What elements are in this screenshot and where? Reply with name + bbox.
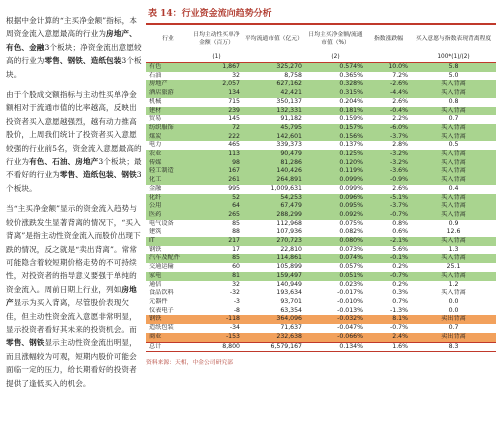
index-change-cell: -2.6% <box>366 80 411 89</box>
table-row <box>146 254 496 263</box>
ratio-cell: 0.023% <box>339 280 363 288</box>
sector-cell: 建材 <box>146 107 190 116</box>
divergence-cell: 0.4 <box>448 184 459 192</box>
divergence-cell: 买入背离 <box>411 176 496 185</box>
index-change-cell: -3.2% <box>366 159 411 168</box>
paragraph-text: 根据中金计算的“主买净金额”指标，本周资金流入意愿最高的行业为 <box>6 16 138 39</box>
col-header: 平均流通市值（亿元） <box>245 35 303 42</box>
float-cap-cell: 105,899 <box>276 263 302 271</box>
sector-cell: 仪表电子 <box>149 306 174 314</box>
sector-cell: 总计 <box>146 342 190 352</box>
float-cap-cell: 90,479 <box>243 150 305 159</box>
sector-cell: 金融 <box>149 184 162 192</box>
ratio-cell: 0.120% <box>305 159 366 168</box>
ratio-cell: 0.328% <box>305 80 366 89</box>
float-cap-cell: 6,579,167 <box>243 342 305 352</box>
table-row <box>146 141 496 150</box>
net-buy-cell: 17 <box>232 245 240 253</box>
index-change-cell: -5.1% <box>366 194 411 203</box>
table-row <box>146 272 496 281</box>
col-subheader: (2) <box>305 53 366 63</box>
float-cap-cell: 71,637 <box>280 324 302 332</box>
sector-cell: 农业 <box>146 150 190 159</box>
paragraph-text: 当“主买净金额”显示的资金流入趋势与较价涨跌发生显著背离的情况下，“买入背离”是指主动性资金流入而股价出现下跌的情况，反之就是“卖出背离”。常常可能隐含着较短期价格走势的不可持续性，对投资者的指导意义要强于单纯的资金流入。周前日期上行业，列如 <box>6 204 141 294</box>
divergence-cell: 0.7 <box>448 324 459 332</box>
float-cap-cell: 67,479 <box>243 202 305 211</box>
divergence-cell: 买入背离 <box>411 167 496 176</box>
divergence-cell: 卖出背离 <box>411 315 496 324</box>
index-change-cell: -0.9% <box>366 176 411 185</box>
index-change-cell: 8.1% <box>366 315 411 324</box>
ratio-cell: 0.315% <box>305 89 366 98</box>
index-change-cell: -0.7% <box>366 211 411 220</box>
divergence-cell: 买入背离 <box>411 272 496 281</box>
ratio-cell: -0.066% <box>305 333 366 342</box>
float-cap-cell: 107,936 <box>276 228 302 236</box>
commentary-paragraph <box>6 14 142 81</box>
table-row <box>146 281 496 290</box>
float-cap-cell: 142,601 <box>243 133 305 142</box>
col-subheader <box>243 53 305 63</box>
sector-cell: 电力 <box>149 141 162 149</box>
source-note: 资料来源：天相，中金公司研究部 <box>146 360 233 367</box>
col-subheader <box>366 53 411 63</box>
table-title: 表 14：行业资金流向趋势分析 <box>148 9 272 19</box>
float-cap-cell: 270,723 <box>243 237 305 246</box>
net-buy-cell: 261 <box>190 176 243 185</box>
net-buy-cell: 217 <box>190 237 243 246</box>
col-subheader: (1) <box>190 53 243 63</box>
sector-cell: 酒店旅游 <box>146 89 190 98</box>
sector-cell: 煤炭 <box>146 133 190 142</box>
highlighted-sectors: 零售、造纸包装、钢铁 <box>59 170 137 180</box>
table-row <box>146 324 496 333</box>
index-change-cell: 0.6% <box>392 228 408 236</box>
ratio-cell: 0.119% <box>305 167 366 176</box>
col-header: 指数涨跌幅 <box>374 35 403 42</box>
ratio-cell: 0.092% <box>305 211 366 220</box>
net-buy-cell: 52 <box>190 194 243 203</box>
index-change-cell: -0.7% <box>366 272 411 281</box>
ratio-cell: 0.099% <box>339 184 363 192</box>
paragraph-text: 3个板块；最不看好的行业为 <box>6 157 142 180</box>
table-row <box>146 237 496 246</box>
paragraph-text: 3个板块。 <box>6 170 142 193</box>
index-change-cell: 2.4% <box>366 333 411 342</box>
sector-cell: 贸易 <box>149 115 162 123</box>
sector-cell: 机械 <box>149 97 162 105</box>
net-buy-cell: 2,057 <box>190 80 243 89</box>
index-change-cell: -3.7% <box>366 133 411 142</box>
net-buy-cell: 85 <box>190 254 243 263</box>
divergence-cell: 0.5 <box>448 141 459 149</box>
divergence-cell: 0.7 <box>448 115 459 123</box>
title-rule <box>146 23 496 25</box>
float-cap-cell: 112,968 <box>276 219 302 227</box>
table-row <box>146 107 496 116</box>
net-buy-cell: 995 <box>228 184 240 192</box>
divergence-cell: 买入背离 <box>411 202 496 211</box>
sector-cell: 轻工制造 <box>146 167 190 176</box>
net-buy-cell: 465 <box>228 141 240 149</box>
sector-cell: 有色 <box>146 63 190 72</box>
col-header: 日均主动性买单净金额（百万） <box>193 31 240 46</box>
float-cap-cell: 264,891 <box>243 176 305 185</box>
index-change-cell: 2.2% <box>392 115 408 123</box>
float-cap-cell: 93,701 <box>280 297 302 305</box>
highlighted-sectors: 零售、钢铁、造纸包装 <box>44 56 122 66</box>
divergence-cell: 12.6 <box>446 228 461 236</box>
float-cap-cell: 350,137 <box>276 97 302 105</box>
net-buy-cell: -8 <box>233 306 240 314</box>
table-header-row <box>146 26 496 53</box>
net-buy-cell: 113 <box>190 150 243 159</box>
net-buy-cell: 98 <box>190 159 243 168</box>
float-cap-cell: 114,861 <box>243 254 305 263</box>
index-change-cell: 2.8% <box>392 141 408 149</box>
table-row <box>146 333 496 342</box>
float-cap-cell: 627,162 <box>243 80 305 89</box>
index-change-cell: -0.7% <box>390 324 408 332</box>
paragraph-text: 显示主动性资金流出明显，而且涨幅较为可观，短期内股价可能会面临一定的压力，给长期看好的投资者提供了逢低买入的机会。 <box>6 338 137 388</box>
sector-cell: 医药 <box>146 211 190 220</box>
sector-cell: 钢铁 <box>146 315 190 324</box>
sector-cell: 造纸包装 <box>149 324 174 332</box>
ratio-cell: -0.010% <box>337 297 363 305</box>
table-row <box>146 133 496 142</box>
ratio-cell: 0.159% <box>339 115 363 123</box>
net-buy-cell: 239 <box>190 107 243 116</box>
highlighted-sectors: 零售、钢铁 <box>6 338 45 348</box>
table-row <box>146 220 496 229</box>
divergence-cell: 8.3 <box>411 342 496 352</box>
divergence-cell: 买入背离 <box>411 194 496 203</box>
ratio-cell: 0.074% <box>305 254 366 263</box>
divergence-cell: 25.1 <box>446 263 461 271</box>
ratio-cell: 0.125% <box>305 150 366 159</box>
table-row <box>146 307 496 316</box>
table-subheader-row <box>146 53 496 63</box>
float-cap-cell: 288,299 <box>243 211 305 220</box>
highlighted-sectors: 房地产 <box>6 284 137 308</box>
highlighted-sectors: 有色、石油、房地产 <box>29 157 99 167</box>
ratio-cell: 0.080% <box>305 237 366 246</box>
index-change-cell: 0.8% <box>392 219 408 227</box>
net-buy-cell: 265 <box>190 211 243 220</box>
table-row <box>146 89 496 98</box>
divergence-cell: 1.3 <box>448 245 459 253</box>
index-change-cell: 0.2% <box>392 280 408 288</box>
float-cap-cell: 193,634 <box>276 289 302 297</box>
col-header: 行业 <box>162 35 174 42</box>
sector-cell: 元器件 <box>149 297 168 305</box>
float-cap-cell: 91,182 <box>280 115 302 123</box>
net-buy-cell: 715 <box>228 97 240 105</box>
divergence-cell: 买入背离 <box>411 89 496 98</box>
divergence-cell: 买入背离 <box>411 80 496 89</box>
divergence-cell: 买入背离 <box>411 124 496 133</box>
ratio-cell: -0.047% <box>337 324 363 332</box>
sector-cell: 房地产 <box>146 80 190 89</box>
ratio-cell: -0.017% <box>337 289 363 297</box>
table-row <box>146 298 496 307</box>
divergence-cell: 买入背离 <box>411 237 496 246</box>
net-buy-cell: -118 <box>190 315 243 324</box>
float-cap-cell: 22,810 <box>280 245 302 253</box>
net-buy-cell: 134 <box>190 89 243 98</box>
index-change-cell: 1.6% <box>366 342 411 352</box>
sector-cell: 家电 <box>146 272 190 281</box>
net-buy-cell: 145 <box>228 115 240 123</box>
index-change-cell: 0.2% <box>392 263 408 271</box>
index-change-cell: -3.7% <box>366 202 411 211</box>
float-cap-cell: 140,426 <box>243 167 305 176</box>
float-cap-cell: 159,497 <box>243 272 305 281</box>
float-cap-cell: 45,795 <box>243 124 305 133</box>
sector-cell: 纺织服饰 <box>146 124 190 133</box>
float-cap-cell: 81,286 <box>243 159 305 168</box>
ratio-cell: 0.574% <box>305 63 366 72</box>
divergence-cell: 0.9 <box>448 219 459 227</box>
divergence-cell: 卖出背离 <box>411 333 496 342</box>
sector-cell: 化工 <box>146 176 190 185</box>
table-row <box>146 72 496 81</box>
net-buy-cell: 8,800 <box>190 342 243 352</box>
net-buy-cell: 72 <box>190 124 243 133</box>
net-buy-cell: 60 <box>232 263 240 271</box>
ratio-cell: 0.057% <box>339 263 363 271</box>
divergence-cell: 5.0 <box>448 71 459 79</box>
table-row <box>146 289 496 298</box>
ratio-cell: 0.137% <box>339 141 363 149</box>
ratio-cell: 0.099% <box>305 176 366 185</box>
net-buy-cell: 85 <box>232 219 240 227</box>
float-cap-cell: 8,758 <box>284 71 302 79</box>
sector-cell: 钢铁 <box>149 245 162 253</box>
ratio-cell: 0.073% <box>339 245 363 253</box>
ratio-cell: 0.075% <box>339 219 363 227</box>
divergence-cell: 买入背离 <box>411 107 496 116</box>
highlighted-sectors: 房地产、有色、金融 <box>6 29 137 52</box>
col-header: 买入意愿与指数表现背离程度 <box>415 35 492 42</box>
ratio-cell: 0.365% <box>339 71 363 79</box>
index-change-cell: 2.6% <box>392 97 408 105</box>
commentary-paragraph <box>6 202 142 390</box>
commentary-column <box>6 14 142 397</box>
paragraph-text: 由于个股成交额指标与主动性买单净金额相对于流通市值的比率越高，反映出投资者买入意愿越强烈，越有动力推高股价，上周我们统计了投资者买入意愿较强的行业前5名，资金流入意愿最高的行业为 <box>6 90 142 167</box>
float-cap-cell: 325,270 <box>243 63 305 72</box>
net-buy-cell: -153 <box>190 333 243 342</box>
ratio-cell: 0.157% <box>305 124 366 133</box>
sector-cell: 化纤 <box>146 194 190 203</box>
divergence-cell: 5.8 <box>411 63 496 72</box>
ratio-cell: 0.051% <box>305 272 366 281</box>
divergence-cell: 0.8 <box>448 97 459 105</box>
table-row <box>146 98 496 107</box>
table-body <box>146 63 496 352</box>
index-change-cell: 0.3% <box>392 289 408 297</box>
float-cap-cell: 132,331 <box>243 107 305 116</box>
net-buy-cell: 1,867 <box>190 63 243 72</box>
divergence-cell: 买入背离 <box>411 254 496 263</box>
sector-cell: 石油 <box>149 71 162 79</box>
table-row <box>146 124 496 133</box>
net-buy-cell: -3 <box>233 297 240 305</box>
divergence-cell: 买入背离 <box>411 133 496 142</box>
sector-cell: 传媒 <box>146 159 190 168</box>
table-row <box>146 228 496 237</box>
sector-cell: IT <box>146 237 190 246</box>
ratio-cell: -0.013% <box>337 306 363 314</box>
index-change-cell: 10.0% <box>366 63 411 72</box>
net-buy-cell: 167 <box>190 167 243 176</box>
index-change-cell: -1.3% <box>390 306 408 314</box>
index-change-cell: 2.6% <box>392 184 408 192</box>
table-row <box>146 263 496 272</box>
index-change-cell: 0.7% <box>392 297 408 305</box>
float-cap-cell: 1,009,631 <box>270 184 302 192</box>
float-cap-cell: 63,354 <box>280 306 302 314</box>
col-header: 日均主买净金额/流通市值（%） <box>308 31 363 46</box>
table-row <box>146 115 496 124</box>
table-row <box>146 194 496 203</box>
index-change-cell: -4.4% <box>366 89 411 98</box>
net-buy-cell: 32 <box>232 71 240 79</box>
divergence-cell: 1.2 <box>448 280 459 288</box>
index-change-cell: -3.6% <box>366 167 411 176</box>
col-subheader: 100*(1)/(2) <box>411 53 496 63</box>
index-change-cell: -3.2% <box>366 150 411 159</box>
ratio-cell: 0.082% <box>339 228 363 236</box>
table-row <box>146 315 496 324</box>
table-row <box>146 176 496 185</box>
divergence-cell: 0.0 <box>448 306 459 314</box>
commentary-paragraph <box>6 88 142 195</box>
table-row <box>146 63 496 72</box>
sector-cell: 商业 <box>146 333 190 342</box>
ratio-cell: 0.096% <box>305 194 366 203</box>
paragraph-text: 3个板块；净资金流出意愿较高的行业为 <box>6 42 142 66</box>
float-cap-cell: 339,373 <box>276 141 302 149</box>
index-change-cell: -6.0% <box>366 124 411 133</box>
table-row <box>146 246 496 255</box>
net-buy-cell: 222 <box>190 133 243 142</box>
table-row <box>146 159 496 168</box>
paragraph-text: 显示为买入背离，尽管股价表现欠佳，但主动性资金流入意愿非常明显，显示投资者看好其未来的投资机会。而 <box>6 298 137 334</box>
ratio-cell: -0.032% <box>305 315 366 324</box>
table-row <box>146 185 496 194</box>
net-buy-cell: 81 <box>190 272 243 281</box>
float-cap-cell: 42,421 <box>243 89 305 98</box>
sector-cell: 公用 <box>146 202 190 211</box>
total-row <box>146 342 496 352</box>
ratio-cell: 0.156% <box>305 133 366 142</box>
divergence-cell: 买入背离 <box>411 211 496 220</box>
divergence-cell: 0.0 <box>448 297 459 305</box>
float-cap-cell: 54,253 <box>243 194 305 203</box>
float-cap-cell: 364,096 <box>243 315 305 324</box>
float-cap-cell: 232,638 <box>243 333 305 342</box>
ratio-cell: 0.095% <box>305 202 366 211</box>
divergence-cell: 买入背离 <box>441 289 466 297</box>
net-buy-cell: -34 <box>229 324 240 332</box>
index-change-cell: 7.2% <box>392 71 408 79</box>
sector-cell: 食品饮料 <box>149 289 174 297</box>
index-change-cell: -0.1% <box>366 254 411 263</box>
table-row <box>146 202 496 211</box>
net-buy-cell: 32 <box>232 280 240 288</box>
divergence-cell: 买入背离 <box>411 150 496 159</box>
divergence-cell: 买入背离 <box>411 159 496 168</box>
table-section <box>146 6 496 366</box>
sector-cell: 建筑 <box>149 228 162 236</box>
index-change-cell: 5.6% <box>392 245 408 253</box>
sector-cell: 电气设备 <box>149 219 174 227</box>
ratio-cell: 0.204% <box>339 97 363 105</box>
sector-cell: 汽车及配件 <box>146 254 190 263</box>
ratio-cell: 0.134% <box>305 342 366 352</box>
net-buy-cell: 64 <box>190 202 243 211</box>
table-row <box>146 150 496 159</box>
table-row <box>146 167 496 176</box>
fund-flow-table <box>146 26 496 352</box>
sector-cell: 交通运输 <box>149 263 174 271</box>
index-change-cell: -2.1% <box>366 237 411 246</box>
index-change-cell: -0.4% <box>366 107 411 116</box>
paragraph-text: 3个板块。 <box>6 56 142 79</box>
table-row <box>146 211 496 220</box>
float-cap-cell: 140,949 <box>276 280 302 288</box>
table-row <box>146 80 496 89</box>
ratio-cell: 0.181% <box>305 107 366 116</box>
net-buy-cell: 88 <box>232 228 240 236</box>
col-subheader <box>146 53 190 63</box>
sector-cell: 通信 <box>149 280 162 288</box>
net-buy-cell: -32 <box>229 289 240 297</box>
